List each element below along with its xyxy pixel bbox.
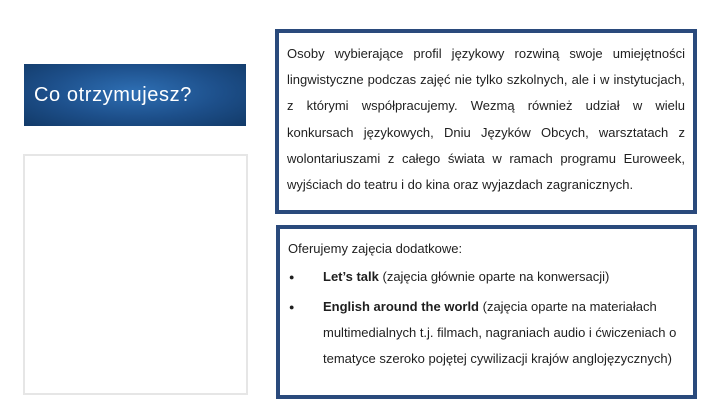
description-paragraph: Osoby wybierające profil językowy rozwiną swoje umiejętności lingwistyczne podczas zajęć nie tylko szkolnych, ale i w instytucjach, z którymi współpracujemy. Wezmą również udział w wielu konkursach językowych, Dniu Języków Obcych, warsztatach z wolontariuszami z całego świata w ramach programu Euroweek, wyjściach do teatru i do kina oraz wyjazdach zagranicznych. (287, 46, 685, 193)
item-title: Let’s talk (323, 269, 379, 284)
bullet-icon: ● (289, 272, 295, 282)
description-panel (275, 29, 697, 214)
bullet-icon: ● (289, 302, 295, 312)
list-item (288, 264, 685, 290)
item-description: (zajęcia głównie oparte na konwersacji) (378, 269, 610, 284)
list-item (288, 294, 685, 372)
extra-classes-list (288, 264, 685, 376)
item-title: English around the world (323, 299, 479, 314)
image-placeholder (23, 154, 248, 395)
extra-classes-panel (276, 225, 697, 399)
extra-classes-heading: Oferujemy zajęcia dodatkowe: (288, 241, 463, 256)
slide-title: Co otrzymujesz? (34, 83, 192, 106)
title-banner (24, 64, 246, 126)
item-description: (zajęcia oparte na materiałach multimedialnych t.j. filmach, nagraniach audio i ćwiczeniach o tematyce szeroko pojętej cywilizacji krajów anglojęzycznych) (323, 299, 677, 366)
